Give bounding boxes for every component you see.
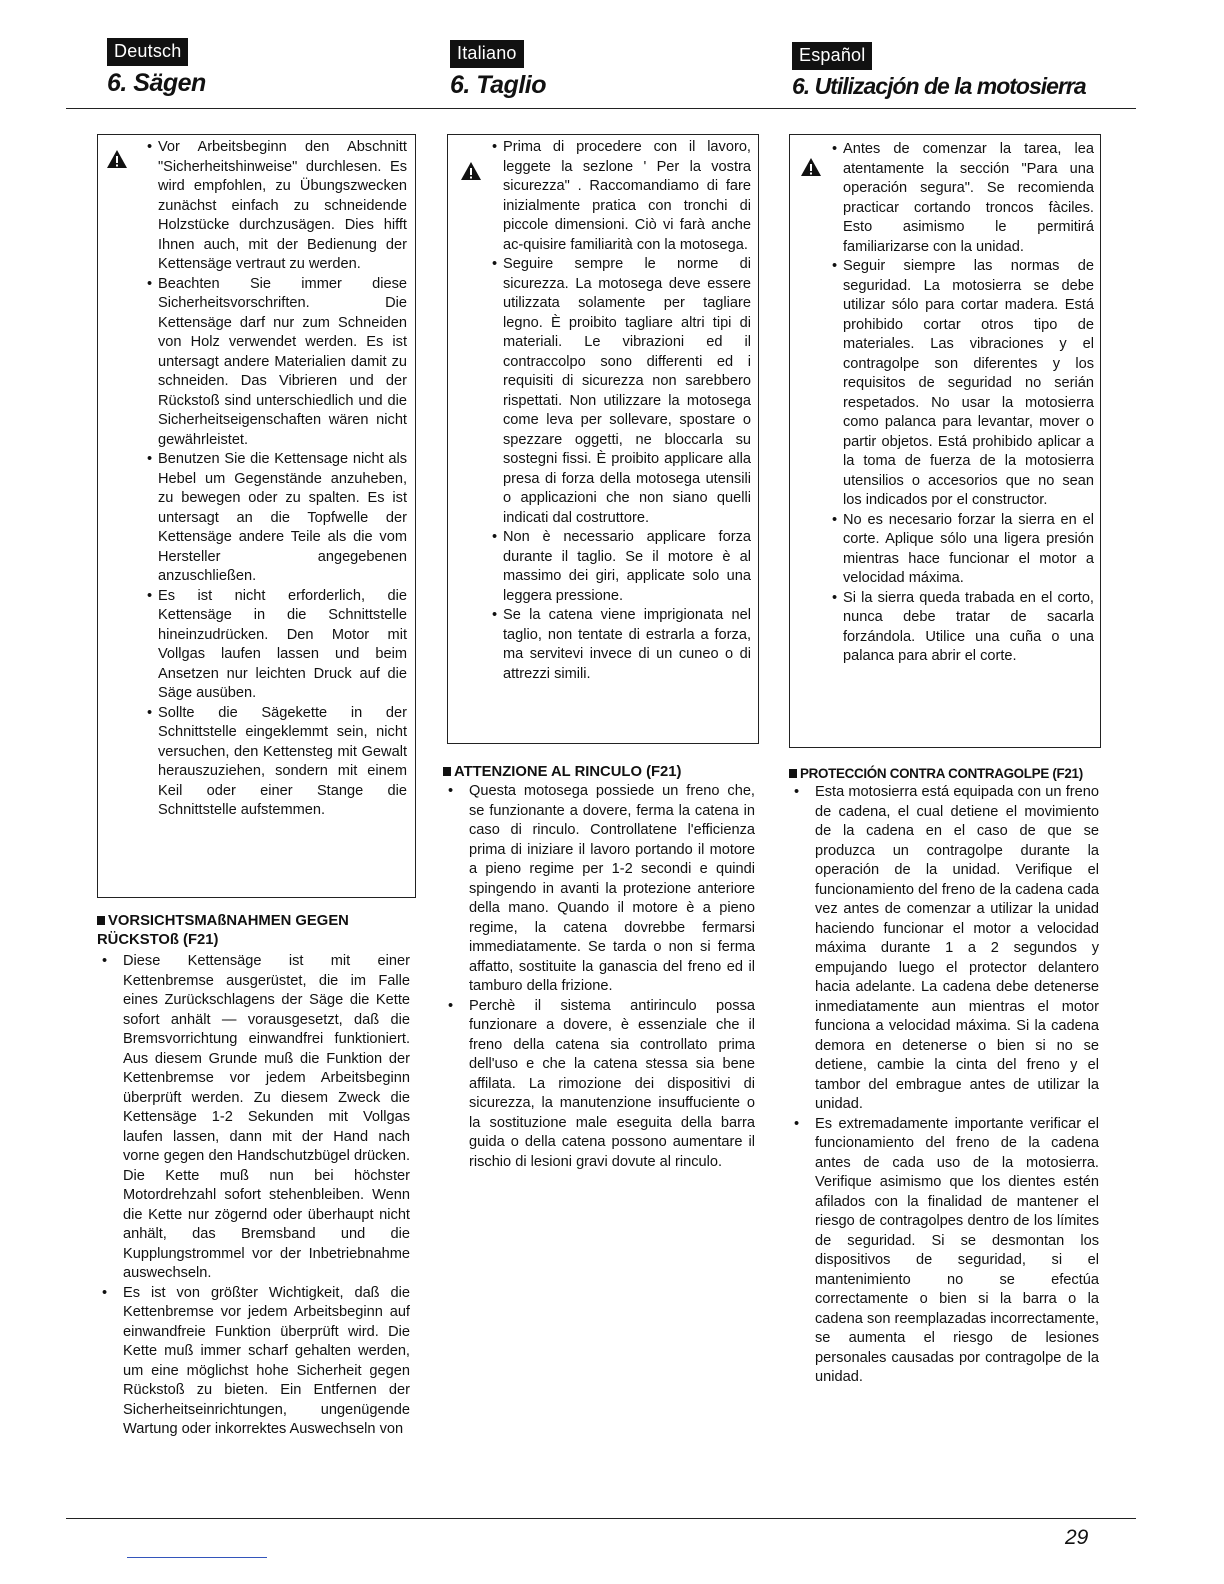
list-item: • Es ist von größter Wichtigkeit, daß die Kettenbremse vor jedem Arbeitsbeginn auf einwandfreie Funktion überprüft wird. Die Kette muß immer scharf gehalten werden, um eine möglichst hohe Sicherheit gegen Rückstoß zu bieten. Ein Entfernen der Sicherheitseinrichtungen, ungenügende Wartung oder inkorrektes Auswechseln von bbox=[97, 1284, 410, 1440]
square-bullet-icon bbox=[443, 767, 451, 776]
header-deutsch bbox=[107, 38, 427, 98]
list-item: • Perchè il sistema antirinculo possa funzionare a dovere, è essenziale che il freno della catena sia controllato prima dell'uso e che la catena stessa sia bene affilata. La rimozione dei dispositivi di sicurezza, la manutenzione insuffuciente o la sostituzione male eseguita della barra guida o della catena possono aumentare il rischio di lesioni gravi dovute al rinculo. bbox=[443, 997, 755, 1173]
list-item: • Esta motosierra está equipada con un freno de cadena, el cual detiene el movimiento de la cadena en el caso de que se produzca un contragolpe durante la operación de la unidad. Verifique el funcionamiento del freno de la cadena cada vez antes de comenzar a utilizar la unidad haciendo funcionar el motor a velocidad máxima durante 1 a 2 segundos y empujando luego el protector delantero hacia adelante. La cadena debe detenerse inmediatamente aun mientras el motor funciona a velocidad máxima. Si la cadena demora en detenerse o bien si no se detiene, cambie la cinta del freno y el tambor del embrague antes de utilizar la unidad. bbox=[789, 783, 1099, 1115]
square-bullet-icon bbox=[97, 916, 105, 925]
warning-list bbox=[832, 140, 1094, 667]
list-item: • Non è necessario applicare forza durante il taglio. Se il motore è al massimo dei giri, applicate solo una leggera pressione. bbox=[492, 528, 751, 606]
list-item: • Se la catena viene imprigionata nel taglio, non tentate di estrarla a forza, ma servitevi invece di un cuneo o di attrezzi simili. bbox=[492, 606, 751, 684]
list-item: • Sollte die Sägekette in der Schnittstelle eingeklemmt sein, nicht versuchen, den Kettensteg mit Gewalt herauszuziehen, sondern mit einem Keil oder einer Stange die Schnittstelle aufstemmen. bbox=[147, 704, 407, 821]
list-item: • Seguir siempre las normas de seguridad. La motosierra se debe utilizar sólo para cortar madera. Está prohibido cortar otros tipo de materiales. Las vibraciones y el contragolpe son diferentes y los requisitos de seguridad no serián respetados. No usar la motosierra como palanca para levantar, mover o partir objetos. Está prohibido aplicar a la toma de fuerza de la motosierra utensilios o accesorios que no sean los indicados por el constructor. bbox=[832, 257, 1094, 511]
section-title: 6. Taglio bbox=[450, 71, 546, 99]
header-italiano bbox=[450, 40, 770, 100]
kickback-list bbox=[97, 952, 410, 1440]
language-tag: Italiano bbox=[450, 40, 524, 68]
list-item: • Benutzen Sie die Kettensage nicht als Hebel um Gegenstände anzuheben, zu bewegen oder zu spalten. Es ist untersagt an die Topfwelle der Kettensäge andere Teile als die vom Hersteller angegebenen anzuschließen. bbox=[147, 450, 407, 587]
language-tag: Deutsch bbox=[107, 38, 188, 66]
warning-list bbox=[492, 138, 751, 684]
list-item: • Si la sierra queda trabada en el corto, nunca debe tratar de sacarla forzándola. Utilice una cuña o una palanca para abrir el corte. bbox=[832, 589, 1094, 667]
kickback-heading: VORSICHTSMAßNAHMEN GEGEN RÜCKSTOß (F21) bbox=[97, 913, 349, 948]
square-bullet-icon bbox=[789, 769, 797, 778]
footer-divider bbox=[66, 1518, 1136, 1519]
kickback-heading: PROTECCIÓN CONTRA CONTRAGOLPE (F21) bbox=[789, 764, 1099, 783]
list-item: • Questa motosega possiede un freno che, se funzionante a dovere, ferma la catena in caso di rinculo. Controllatene l'efficienza prima di iniziare il lavoro portando il motore a pieno regime per 1-2 secondi e quindi spingendo in avanti la protezione anteriore della mano. Quando il motore è a pieno regime, la catena dovrebbe fermarsi immediatamente. Se tarda o non si ferma affatto, sostituite la ganascia del freno ed il tamburo della frizione. bbox=[443, 782, 755, 997]
kickback-section-espanol bbox=[789, 764, 1099, 1388]
kickback-list bbox=[789, 783, 1099, 1388]
list-item: • Seguire sempre le norme di sicurezza. La motosega deve essere utilizzata solamente per tagliare legno. È proibito tagliare altri tipi di materiali. Le vibrazioni ed il contraccolpo sono differenti ed i requisiti di sicurezza non sarebbero rispettati. Non utilizzare la motosega come leva per sollevare, spostare o spezzare oggetti, ne bloccarla su sostegni fissi. È proibito applicare alla presa di forza della motosega utensili o applicazioni che non siano quelli indicati dal costruttore. bbox=[492, 255, 751, 528]
kickback-section-italiano bbox=[443, 763, 755, 1172]
warning-box-italiano bbox=[447, 134, 759, 744]
kickback-list bbox=[443, 782, 755, 1172]
kickback-section-deutsch bbox=[97, 912, 410, 1440]
warning-box-espanol bbox=[789, 134, 1101, 748]
section-title: 6. Sägen bbox=[107, 69, 206, 97]
list-item: • Es extremadamente importante verificar el funcionamiento del freno de la cadena antes de cada uso de la motosierra. Verifique asimismo que los dientes estén afilados con la finalidad de mantener el riesgo de contragolpes dentro de los límites de seguridad. Si se desmontan los dispositivos de seguridad, si el mantenimiento no se efectúa correctamente o bien si la barra o la cadena son reemplazadas incorrectamente, se aumenta el riesgo de lesiones personales causadas por contragolpe de la unidad. bbox=[789, 1115, 1099, 1388]
list-item: • Vor Arbeitsbeginn den Abschnitt "Sicherheitshinweise" durchlesen. Es wird empfohlen, zu Übungszwecken zunächst einfach zu schneidende Holzstücke durchzusägen. Dies hifft Ihnen auch, mit der Bedienung der Kettensäge vertraut zu werden. bbox=[147, 138, 407, 275]
warning-box-deutsch bbox=[97, 134, 416, 898]
header-espanol bbox=[792, 42, 1122, 100]
list-item: • Es ist nicht erforderlich, die Kettensäge in die Schnittstelle hineinzudrücken. Den Motor mit Vollgas laufen lassen und beim Ansetzen nur leichten Druck auf die Säge ausüben. bbox=[147, 587, 407, 704]
list-item: • Diese Kettensäge ist mit einer Kettenbremse ausgerüstet, die im Falle eines Zurückschlagens der Säge die Kette sofort anhält — vorausgesetzt, daß die Bremsvorrichtung einwandfrei funktioniert. Aus diesem Grunde muß die Funktion der Kettenbremse vor jedem Arbeitsbeginn überprüft werden. Zu diesem Zweck die Kettensäge 1-2 Sekunden mit Vollgas laufen lassen, dann mit der Hand nach vorne gegen den Handschutzbügel drücken. Die Kette muß nun bei höchster Motordrehzahl sofort stehenbleiben. Wenn die Kette nur zögernd oder überhaupt nicht anhält, das Bremsband und die Kupplungstrommel vor der Inbetriebnahme auswechseln. bbox=[97, 952, 410, 1284]
list-item: • Prima di procedere con il lavoro, leggete la sezlone ' Per la vostra sicurezza" . Raccomandiamo di fare inizialmente pratica con tronchi di piccole dimensioni. Ciò vi farà anche ac-quisire familiarità con la motosega. bbox=[492, 138, 751, 255]
warning-list bbox=[147, 138, 407, 821]
list-item: • Antes de comenzar la tarea, lea atentamente la sección "Para una operación segura". Se recomienda practicar cortando troncos fàciles. Esto asimismo le permitirá familiarizarse con la unidad. bbox=[832, 140, 1094, 257]
language-tag: Español bbox=[792, 42, 872, 70]
page-number: 29 bbox=[1065, 1526, 1089, 1549]
header-divider bbox=[66, 108, 1136, 109]
warning-triangle-icon bbox=[460, 161, 482, 181]
list-item: • No es necesario forzar la sierra en el corte. Aplique sólo una ligera presión mientras hace funcionar el motor a velocidad máxima. bbox=[832, 511, 1094, 589]
kickback-heading: ATTENZIONE AL RINCULO (F21) bbox=[443, 763, 755, 782]
warning-triangle-icon bbox=[800, 157, 822, 177]
list-item: • Beachten Sie immer diese Sicherheitsvorschriften. Die Kettensäge darf nur zum Schneiden von Holz verwendet werden. Es ist untersagt andere Materialien damit zu schneiden. Das Vibrieren und der Rückstoß sind unterschiedlich und die Sicherheitseigenschaften wären nicht gewährleistet. bbox=[147, 275, 407, 451]
footer-mark bbox=[127, 1557, 267, 1558]
warning-triangle-icon bbox=[106, 149, 128, 169]
section-title: 6. Utilizacjón de la motosierra bbox=[792, 73, 1086, 99]
